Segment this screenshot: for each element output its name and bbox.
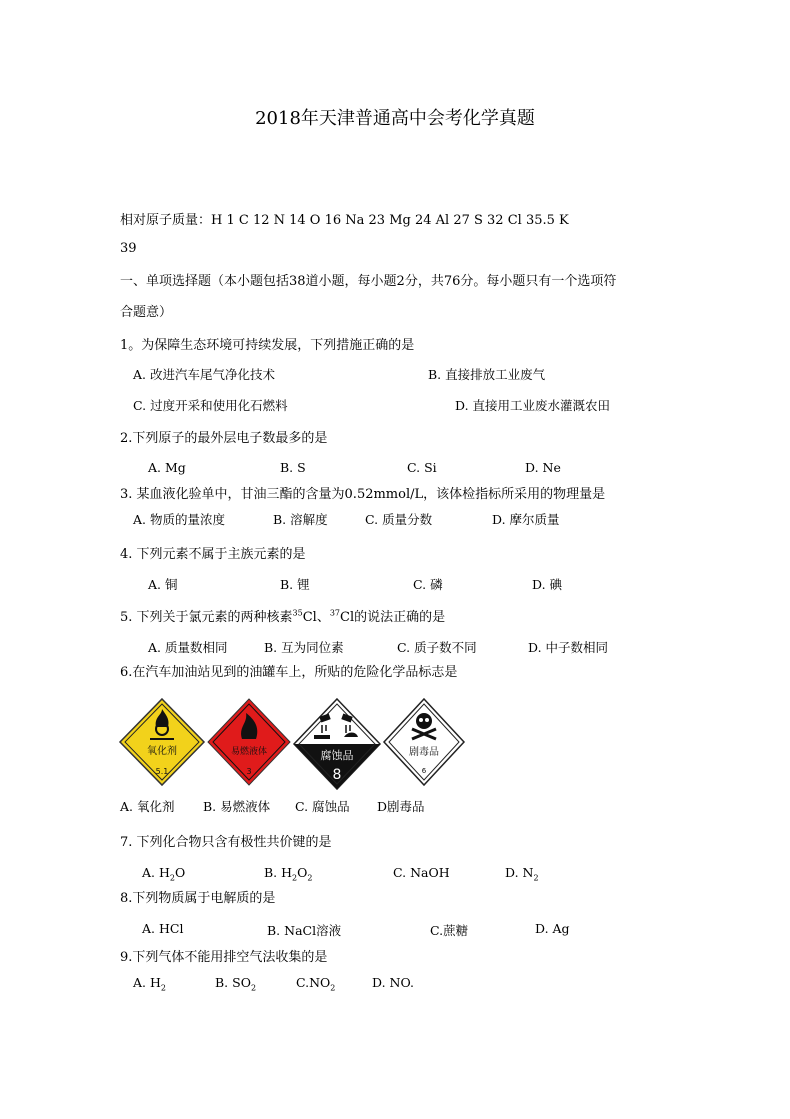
oxidizer-sign xyxy=(118,697,206,787)
q7-a-tail: O xyxy=(174,865,186,880)
question-4-option-c: C. 磷 xyxy=(413,577,443,592)
q7-d-sub: 2 xyxy=(533,873,539,883)
question-7-option-a xyxy=(142,865,185,883)
question-2-option-c: C. Si xyxy=(407,460,437,475)
q7-b-mid: O xyxy=(297,865,308,880)
q7-a-text: A. H xyxy=(142,865,170,880)
question-9-option-c xyxy=(296,975,335,993)
question-2-option-a: A. Mg xyxy=(148,460,186,475)
q9-c-text: C.NO xyxy=(296,975,331,990)
question-5-stem-post: 的说法正确的是 xyxy=(354,610,446,625)
isotope-35-symbol: Cl、 xyxy=(302,610,330,625)
question-5-stem-pre: 5. 下列关于氯元素的两种核素 xyxy=(120,610,293,625)
question-4-option-a: A. 铜 xyxy=(148,577,178,592)
q9-a-text: A. H xyxy=(133,975,161,990)
question-4-option-b: B. 锂 xyxy=(280,577,310,592)
question-1-option-d: D. 直接用工业废水灌溉农田 xyxy=(455,398,611,413)
q9-b-text: B. SO xyxy=(215,975,251,990)
atomic-mass-line1: 相对原子质量：H 1 C 12 N 14 O 16 Na 23 Mg 24 Al 27 S 32 Cl 35.5 K xyxy=(120,213,569,228)
question-5-option-b: B. 互为同位素 xyxy=(264,640,344,655)
question-3-option-d: D. 摩尔质量 xyxy=(492,512,560,527)
corrosive-sign xyxy=(292,697,382,791)
question-9-option-b xyxy=(215,975,256,993)
isotope-37-mass: 37 xyxy=(329,608,341,618)
question-6-option-c: C. 腐蚀品 xyxy=(295,799,350,814)
q7-d-text: D. N xyxy=(505,865,534,880)
question-6-option-a: A. 氧化剂 xyxy=(120,799,175,814)
corrosive-sign-label: 腐蚀品 xyxy=(320,749,354,762)
question-2-option-b: B. S xyxy=(280,460,306,475)
question-7-option-b xyxy=(264,865,312,883)
question-4-option-d: D. 碘 xyxy=(532,577,563,592)
question-3-option-c: C. 质量分数 xyxy=(365,512,433,527)
q7-b-text: B. H xyxy=(264,865,293,880)
question-3-option-a: A. 物质的量浓度 xyxy=(133,512,225,527)
corrosive-sign-class: 8 xyxy=(332,767,342,783)
question-8-option-d: D. Ag xyxy=(535,921,570,936)
question-5-stem xyxy=(120,606,445,625)
q9-a-sub: 2 xyxy=(160,983,166,993)
question-6-option-b: B. 易燃液体 xyxy=(203,799,271,814)
toxic-sign xyxy=(382,697,466,787)
question-6-stem: 6.在汽车加油站见到的油罐车上，所贴的危险化学品标志是 xyxy=(120,665,458,680)
atomic-mass-line2: 39 xyxy=(120,241,137,256)
flammable-liquid-sign-class: 3 xyxy=(246,767,252,776)
question-8-stem: 8.下列物质属于电解质的是 xyxy=(120,891,276,906)
toxic-sign-class: 6 xyxy=(421,767,427,775)
question-1-option-c: C. 过度开采和使用化石燃料 xyxy=(133,398,288,413)
question-7-stem: 7. 下列化合物只含有极性共价键的是 xyxy=(120,835,332,850)
question-1-option-a: A. 改进汽车尾气净化技术 xyxy=(133,367,275,382)
question-9-option-a xyxy=(133,975,166,993)
q7-b-sub2: 2 xyxy=(307,873,313,883)
oxidizer-sign-label: 氧化剂 xyxy=(147,746,177,757)
q7-b-sub1: 2 xyxy=(292,873,298,883)
q9-c-sub: 2 xyxy=(330,983,336,993)
q9-b-sub: 2 xyxy=(250,983,257,993)
section-heading-line1: 一、单项选择题（本小题包括38道小题，每小题2分，共76分。每小题只有一个选项符 xyxy=(120,274,617,289)
oxidizer-sign-class: 5.1 xyxy=(155,767,169,776)
question-5-option-d: D. 中子数相同 xyxy=(528,640,609,655)
q7-a-sub: 2 xyxy=(169,873,175,883)
question-1-option-b: B. 直接排放工业废气 xyxy=(428,367,546,382)
isotope-35-mass: 35 xyxy=(292,608,303,618)
question-6-option-d: D剧毒品 xyxy=(377,799,425,814)
flammable-liquid-sign xyxy=(206,697,292,787)
question-3-option-b: B. 溶解度 xyxy=(273,512,328,527)
question-4-stem: 4. 下列元素不属于主族元素的是 xyxy=(120,547,306,562)
toxic-sign-label: 剧毒品 xyxy=(409,747,439,758)
question-9-option-d: D. NO. xyxy=(372,975,414,990)
question-9-stem: 9.下列气体不能用排空气法收集的是 xyxy=(120,950,328,965)
question-5-option-c: C. 质子数不同 xyxy=(397,640,477,655)
question-5-option-a: A. 质量数相同 xyxy=(148,640,228,655)
flammable-liquid-sign-label: 易燃液体 xyxy=(230,747,268,757)
question-8-option-b: B. NaCl溶液 xyxy=(267,923,342,938)
question-2-option-d: D. Ne xyxy=(525,460,561,475)
question-2-stem: 2.下列原子的最外层电子数最多的是 xyxy=(120,431,328,446)
question-1-stem: 1。为保障生态环境可持续发展，下列措施正确的是 xyxy=(120,338,415,353)
question-8-option-c: C.蔗糖 xyxy=(430,923,469,938)
question-7-option-d xyxy=(505,865,539,883)
question-3-stem: 3. 某血液化验单中，甘油三酯的含量为0.52mmol/L，该体检指标所采用的物理量是 xyxy=(120,487,606,502)
question-8-option-a: A. HCl xyxy=(142,921,184,936)
isotope-37-symbol: Cl xyxy=(340,610,355,625)
section-heading-line2: 合题意） xyxy=(120,305,173,320)
question-7-option-c: C. NaOH xyxy=(393,865,450,880)
page-title: 2018年天津普通高中会考化学真题 xyxy=(255,108,535,129)
